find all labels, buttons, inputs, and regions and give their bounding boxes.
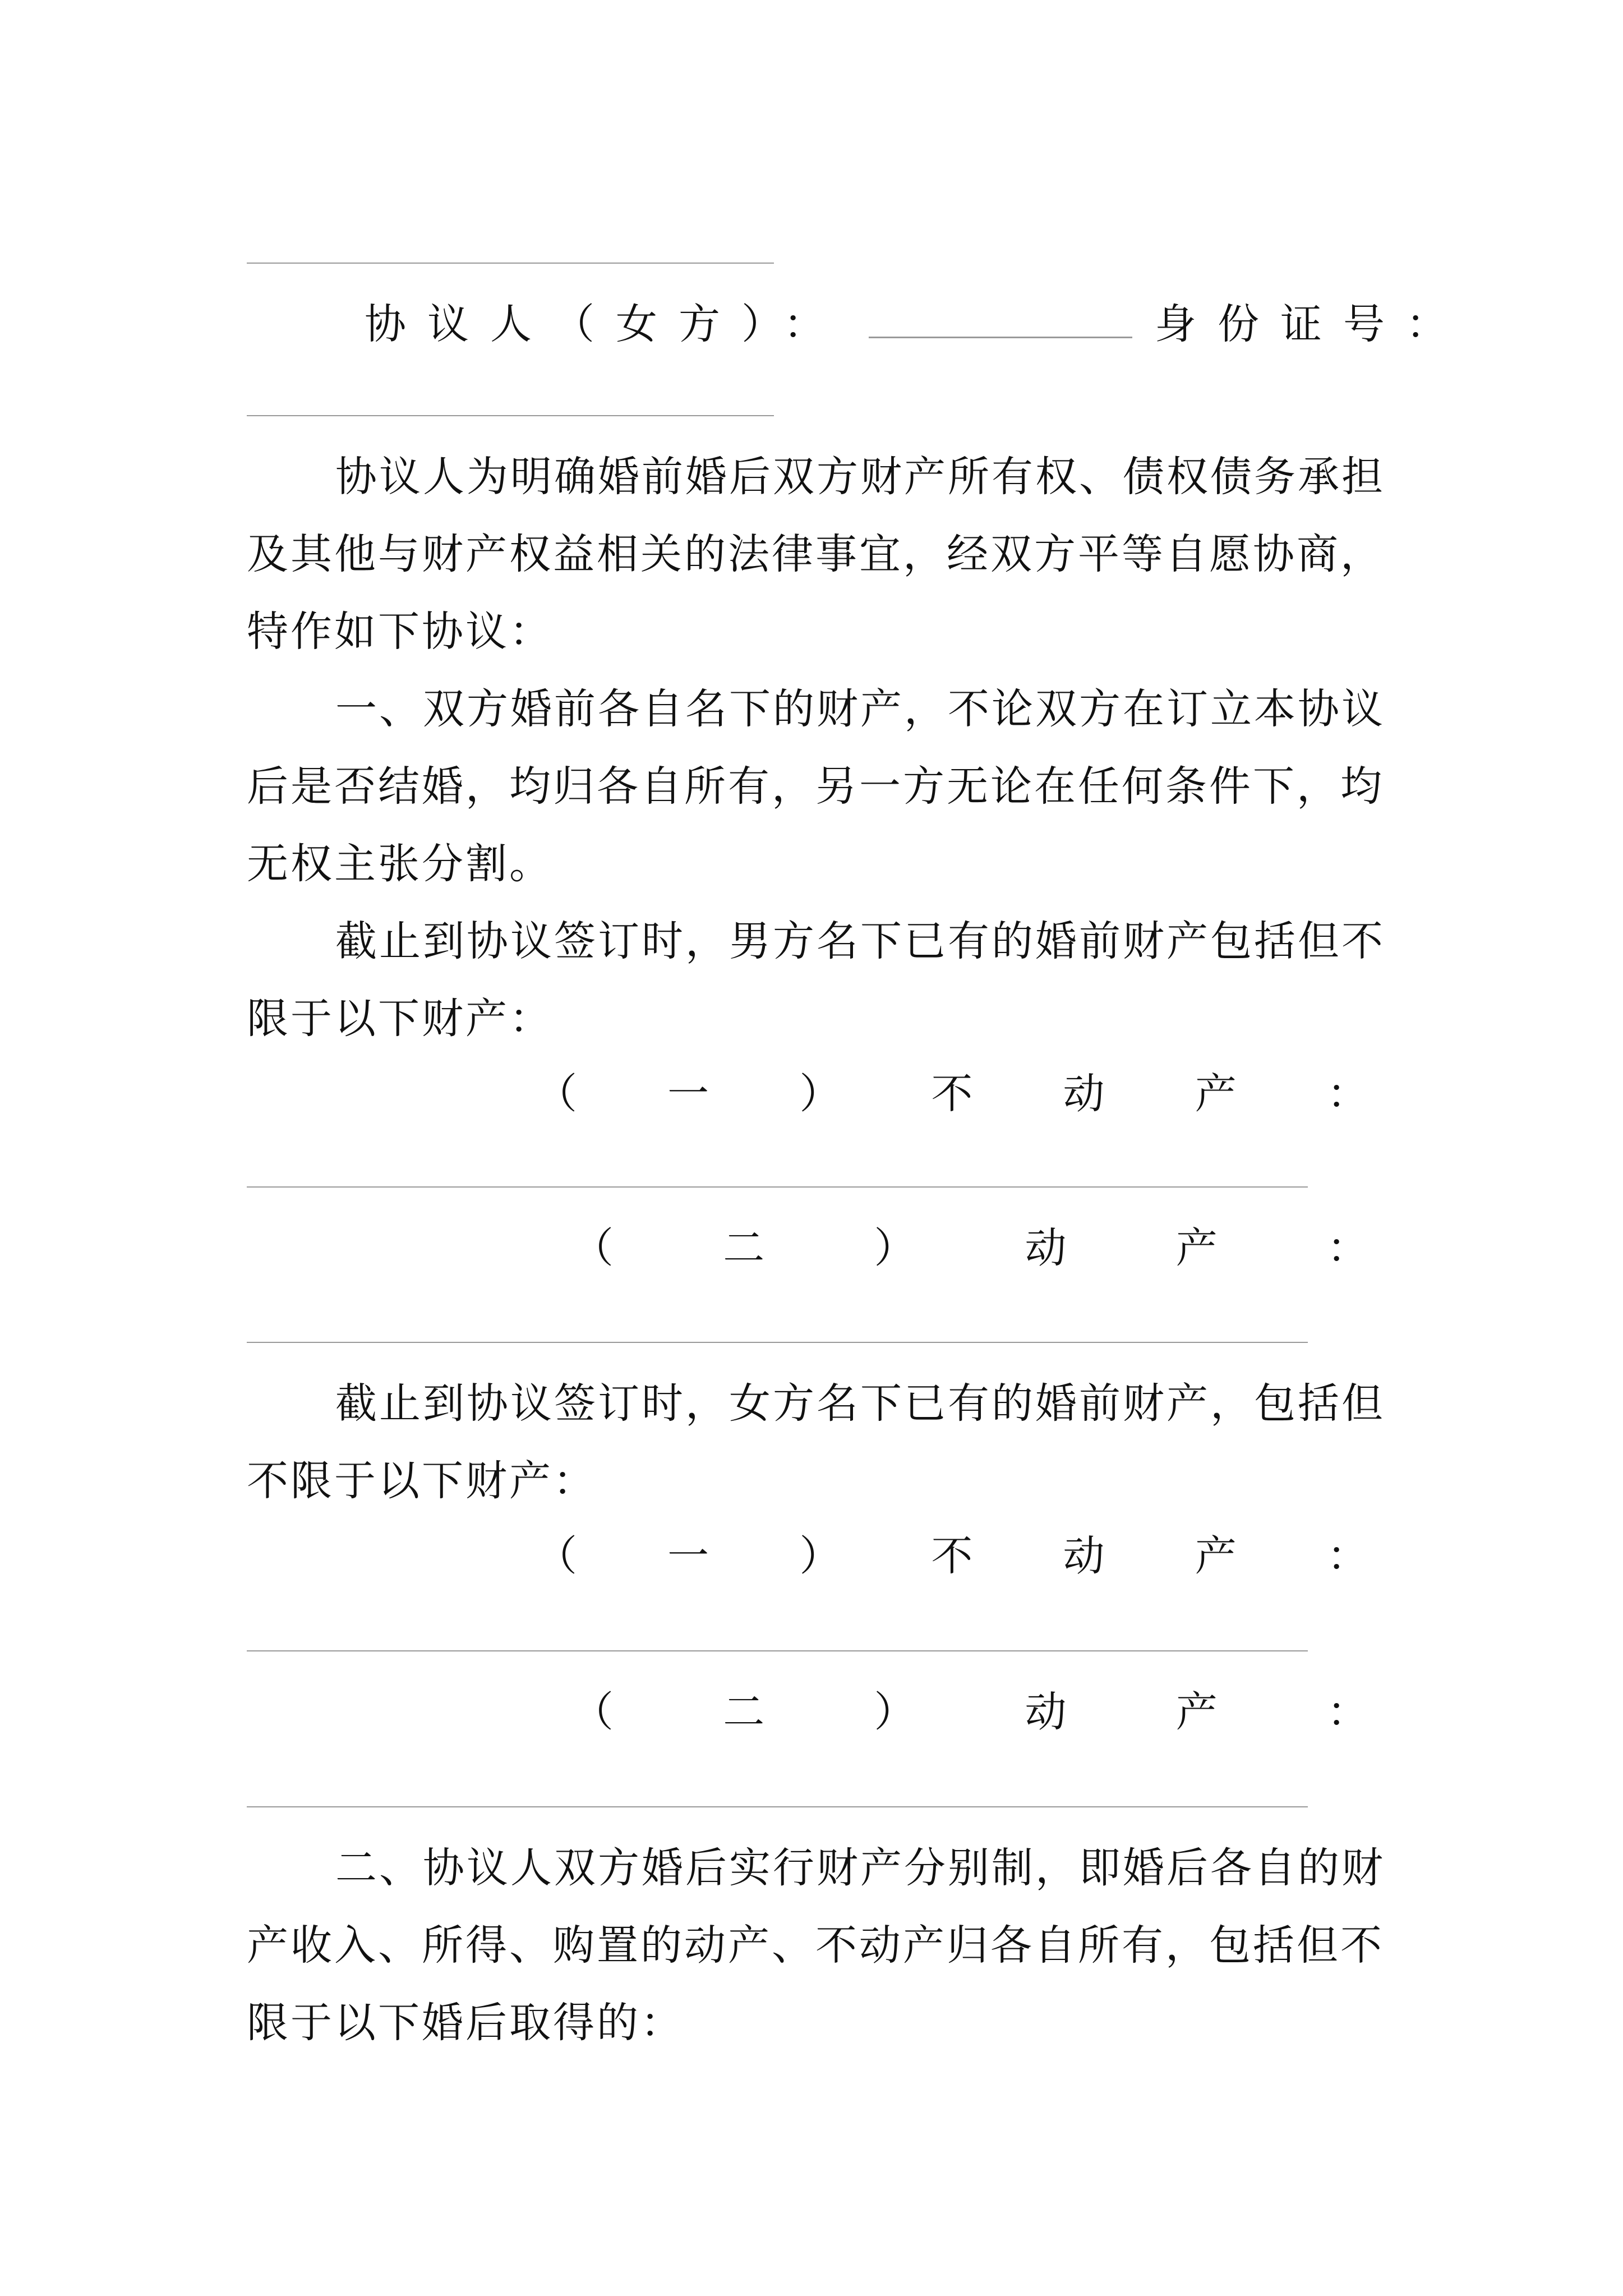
id-number-blank-line: [247, 415, 774, 416]
clause1-line: 无权主张分割。: [247, 840, 553, 888]
female-name-blank[interactable]: [869, 302, 1132, 338]
male-movable-label: （ 二 ） 动 产 ：: [572, 1224, 1368, 1272]
female-party-label: 协议人（女方）：: [365, 300, 846, 348]
clause2-line: 产收入、所得、购置的动产、不动产归各自所有，包括但不: [247, 1921, 1384, 1970]
female-real-estate-blank-line: [247, 1650, 1308, 1651]
clause2-line: 限于以下婚后取得的：: [247, 1999, 684, 2047]
female-party-row: [365, 296, 1469, 352]
clause1-line: 一、双方婚前各自名下的财产，不论双方在订立本协议: [335, 685, 1385, 733]
female-section-line: 截止到协议签订时，女方名下已有的婚前财产，包括但: [335, 1379, 1385, 1428]
intro-line: 及其他与财产权益相关的法律事宜，经双方平等自愿协商，: [247, 530, 1384, 578]
female-real-estate-label: （ 一 ） 不 动 产 ：: [536, 1532, 1368, 1580]
female-section-line: 不限于以下财产：: [247, 1457, 597, 1505]
female-movable-blank-line: [247, 1806, 1308, 1807]
male-section-line: 限于以下财产：: [247, 995, 553, 1043]
signature-blank-line: [247, 263, 774, 264]
female-movable-label: （ 二 ） 动 产 ：: [572, 1688, 1368, 1736]
clause2-line: 二、协议人双方婚后实行财产分别制，即婚后各自的财: [335, 1844, 1385, 1892]
male-real-estate-blank-line: [247, 1186, 1308, 1188]
male-movable-blank-line: [247, 1342, 1308, 1343]
male-section-line: 截止到协议签订时，男方名下已有的婚前财产包括但不: [335, 917, 1385, 965]
male-real-estate-label: （ 一 ） 不 动 产 ：: [536, 1070, 1368, 1118]
id-number-label: 身份证号：: [1155, 300, 1469, 348]
intro-line: 协议人为明确婚前婚后双方财产所有权、债权债务承担: [335, 453, 1385, 501]
clause1-line: 后是否结婚，均归各自所有，另一方无论在任何条件下，均: [247, 762, 1384, 811]
intro-line: 特作如下协议：: [247, 608, 553, 656]
